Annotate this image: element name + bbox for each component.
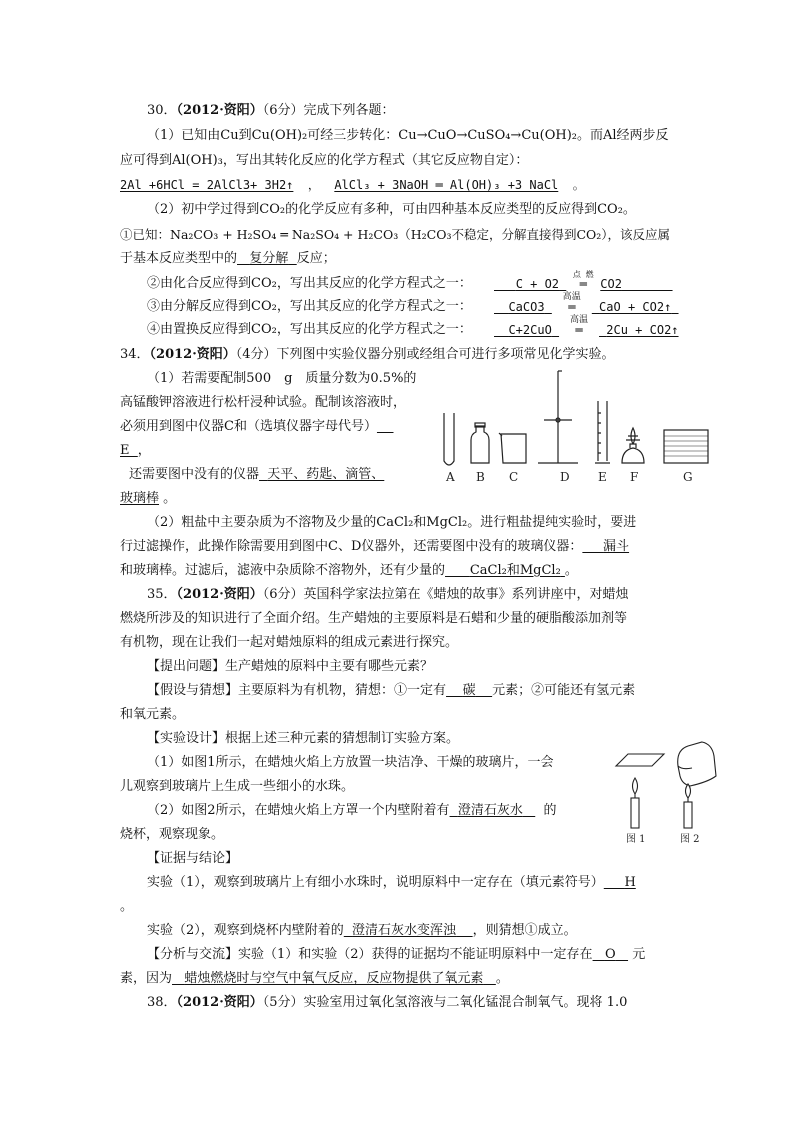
q35-analysis-answer-2: 蜡烛燃烧时与空气中氧气反应，反应物提供了氧元素 (184, 971, 484, 986)
q30-sub2-question: ②由化合反应得到CO₂，写出其反应的化学方程式之一： (147, 276, 472, 291)
q34-part1-line3 (120, 418, 393, 436)
label-b: B (476, 470, 485, 484)
q30-sub3 (147, 298, 472, 316)
q34-part1-line6: 玻璃棒 。 (120, 491, 177, 506)
q35-analysis-line-2: 素，因为 蜡烛燃烧时与空气中氧气反应，反应物提供了氧元素 。 (120, 971, 509, 986)
q35-conclusion2-line: 实验（2），观察到烧杯内壁附着的 澄清石灰水变浑浊 ，则猜想①成立。 (147, 923, 577, 938)
q35-exp1-line1: （1）如图1所示，在蜡烛火焰上方放置一块洁净、干燥的玻璃片，一会 (147, 755, 554, 770)
q30-header (147, 102, 395, 120)
q34-extra-answer: 天平、药匙、滴管、 (267, 467, 385, 482)
q34-part2-line3: 和玻璃棒。过滤后，滤液中杂质除不溶物外，还有少量的 CaCl₂和MgCl₂ 。 (120, 563, 578, 578)
beaker-c (501, 434, 526, 463)
label-g: G (683, 470, 693, 484)
q34-part1-line5 (129, 466, 384, 484)
q30-sub3-condition: 高温 (562, 292, 581, 302)
q30-number: 30． (147, 103, 177, 118)
q35-analysis-answer-1: O (604, 947, 616, 962)
q30-answer-1: 2Al +6HCl = 2AlCl3+ 3H2↑ (120, 178, 294, 192)
label-f: F (630, 470, 639, 484)
fig1-caption: 图 1 (626, 834, 646, 845)
q35-number: 35． (147, 587, 177, 602)
q34-number: 34． (120, 347, 150, 362)
q30-sub4-question: ④由置换反应得到CO₂，写出其反应的化学方程式之一： (147, 322, 472, 337)
q35-analysis-line: 【分析与交流】实验（1）和实验（2）获得的证据均不能证明原料中一定存在 O 元 (147, 947, 646, 962)
q35-header (147, 586, 629, 604)
q30-sub4-condition: 高温 (570, 315, 589, 325)
q34-stem: 下列图中实验仪器分别或经组合可进行多项常见化学实验。 (276, 347, 615, 362)
q30-part1-line2: 应可得到Al(OH)₃，写出其转化反应的化学方程式（其它反应物自定）： (120, 153, 529, 168)
label-a: A (446, 470, 455, 484)
q35-stem-1: 英国科学家法拉第在《蜡烛的故事》系列讲座中，对蜡烛 (303, 587, 629, 602)
q35-conclusion1-line: 实验（1），观察到玻璃片上有细小水珠时，说明原料中一定存在（填元素符号） H (147, 875, 636, 890)
q35-stem-2: 燃烧所涉及的知识进行了全面介绍。生产蜡烛的主要原料是石蜡和少量的硬脂酸添加剂等 (120, 611, 628, 626)
q30-type-prompt: 于基本反应类型中的 (120, 251, 238, 266)
q35-stem-3: 有机物，现在让我们一起对蜡烛原料的组成元素进行探究。 (120, 635, 459, 650)
q35-candle-figure (612, 740, 724, 846)
q34-points: （4分） (235, 347, 277, 362)
q34-apparatus-figure (438, 368, 710, 486)
q30-sub4-products: 2Cu + CO2↑ (606, 323, 679, 337)
q34-extra-answer-2: 玻璃棒 (120, 491, 160, 506)
q38-header (147, 994, 627, 1012)
q38-stem: 实验室用过氧化氢溶液与二氧化锰混合制氧气。现将 1.0 (303, 995, 628, 1010)
q34-instrument-answer: E (120, 443, 130, 458)
q30-sub4-equation: C+2CuO 高温 ═ 2Cu + CO2↑ (494, 321, 679, 339)
q35-evidence-tag: 【证据与结论】 (147, 851, 239, 866)
q34-impurity-prompt: 和玻璃棒。过滤后，滤液中杂质除不溶物外，还有少量的 (120, 563, 446, 578)
q30-part2-line3 (120, 250, 336, 268)
q35-conclusion2-answer: 澄清石灰水变浑浊 (352, 923, 457, 938)
q35-question-text: 生产蜡烛的原料中主要有哪些元素？ (225, 659, 434, 674)
q30-sub4-reactants: C+2CuO (508, 323, 552, 337)
q35-hypothesis-tag: 【假设与猜想】 (147, 683, 239, 698)
label-e: E (598, 470, 607, 484)
q30-type-answer: 复分解 (249, 251, 289, 266)
q34-extra-prompt: 还需要图中没有的仪器 (129, 467, 260, 482)
graduated-cylinder-e (595, 401, 610, 463)
q30-type-suffix: 反应； (296, 251, 336, 266)
q35-hypothesis-line-2: 和氧元素。 (120, 707, 186, 722)
q35-hypothesis-line: 【假设与猜想】主要原料为有机物，猜想：①一定有 碳 元素；②可能还有氢元素 (147, 683, 636, 698)
alcohol-lamp-f (622, 448, 644, 463)
q35-hypothesis-answer: 碳 (462, 683, 476, 698)
q34-part2-line2 (120, 538, 629, 556)
inverted-beaker (678, 742, 716, 786)
q34-part2-line1: （2）粗盐中主要杂质为不溶物及少量的CaCl₂和MgCl₂。进行粗盐提纯实验时，要进 (147, 515, 637, 530)
q35-question-tag: 【提出问题】 (147, 659, 226, 674)
q30-answer-2: AlCl₃ + 3NaOH ═ Al(OH)₃ +3 NaCl (334, 178, 559, 192)
q35-conclusion1-answer: H (624, 875, 636, 890)
q34-instrument-prompt: 必须用到图中仪器C和（选填仪器字母代号） (120, 419, 377, 434)
label-c: C (509, 470, 519, 484)
q34-glass-prompt: 行过滤操作，此操作除需要用到图中C、D仪器外，还需要图中没有的玻璃仪器： (120, 539, 583, 554)
q30-sub2 (147, 275, 472, 293)
q35-exp2-line2: 烧杯，观察现象。 (120, 827, 225, 842)
q34-source: （2012·资阳） (149, 347, 236, 362)
q30-sub3-reactants: CaCO3 (508, 300, 545, 314)
q35-design-tag: 【实验设计】 (147, 731, 226, 746)
q38-source: （2012·资阳） (176, 995, 263, 1010)
q35-conclusion1-end: 。 (120, 899, 134, 914)
q30-sub2-reactants: C + O2 (515, 277, 560, 291)
q35-source: （2012·资阳） (176, 587, 263, 602)
q34-part1-line4: E ， (120, 443, 151, 458)
q30-stem: 完成下列各题： (303, 103, 395, 118)
q35-design-text: 根据上述三种元素的猜想制订实验方案。 (225, 731, 460, 746)
q30-sub4 (147, 321, 472, 339)
q30-sub3-products: CaO + CO2↑ (599, 300, 672, 314)
q34-glass-answer: 漏斗 (603, 539, 630, 554)
q35-analysis-tag: 【分析与交流】 (147, 947, 239, 962)
water-trough-g (664, 430, 708, 463)
q30-sub2-equation: C + O2 点 燃 ═ CO2 (494, 275, 673, 293)
q35-exp1-line2: 儿观察到玻璃片上生成一些细小的水珠。 (120, 779, 355, 794)
q30-sub2-products: CO2 (600, 277, 622, 291)
candle-1 (631, 798, 639, 828)
q30-part2-line1: （2）初中学过得到CO₂的化学反应有多种，可由四种基本反应类型的反应得到CO₂。 (147, 202, 636, 217)
iron-stand-d (538, 371, 578, 463)
q34-part1-line1: （1）若需要配制500 g 质量分数为0.5%的 (147, 371, 417, 386)
glass-plate (616, 754, 664, 766)
q30-source: （2012·资阳） (176, 103, 263, 118)
q35-design-line (147, 730, 459, 748)
q30-answers-line: 2Al +6HCl = 2AlCl3+ 3H2↑ ， AlCl₃ + 3NaOH ═ Al(OH)₃ +3 NaCl 。 (120, 178, 585, 192)
q38-points: （5分） (262, 995, 304, 1010)
q30-sub3-equation: CaCO3 高温 ═ CaO + CO2↑ (494, 298, 679, 316)
q35-points: （6分） (262, 587, 304, 602)
q30-sub2-condition: 点 燃 (572, 270, 594, 279)
candle-2 (684, 802, 692, 828)
q30-sub3-question: ③由分解反应得到CO₂，写出其反应的化学方程式之一： (147, 299, 472, 314)
q35-question-line (147, 658, 433, 676)
q34-impurity-answer: CaCl₂和MgCl₂ (469, 563, 561, 578)
fig2-caption: 图 2 (680, 834, 700, 845)
q34-header (120, 346, 615, 364)
q30-points: （6分） (262, 103, 304, 118)
q30-part2-line2: ①已知：Na₂CO₃ + H₂SO₄ ═ Na₂SO₄ + H₂CO₃（H₂CO₃不稳定，分解直接得到CO₂），该反应属 (120, 227, 671, 242)
label-d: D (560, 470, 570, 484)
q35-exp2-line1: （2）如图2所示，在蜡烛火焰上方罩一个内壁附着有 澄清石灰水 的 (147, 803, 557, 818)
q30-part1-line1: （1）已知由Cu到Cu(OH)₂可经三步转化：Cu→CuO→CuSO₄→Cu(OH)₂。而Al经两步反 (147, 128, 669, 143)
q34-part1-line2: 高锰酸钾溶液进行松杆浸种试验。配制该溶液时， (120, 395, 407, 410)
q38-number: 38． (147, 995, 177, 1010)
q35-exp2-answer: 澄清石灰水 (457, 803, 523, 818)
test-tube-a (444, 413, 454, 465)
reagent-bottle-b (471, 426, 489, 463)
